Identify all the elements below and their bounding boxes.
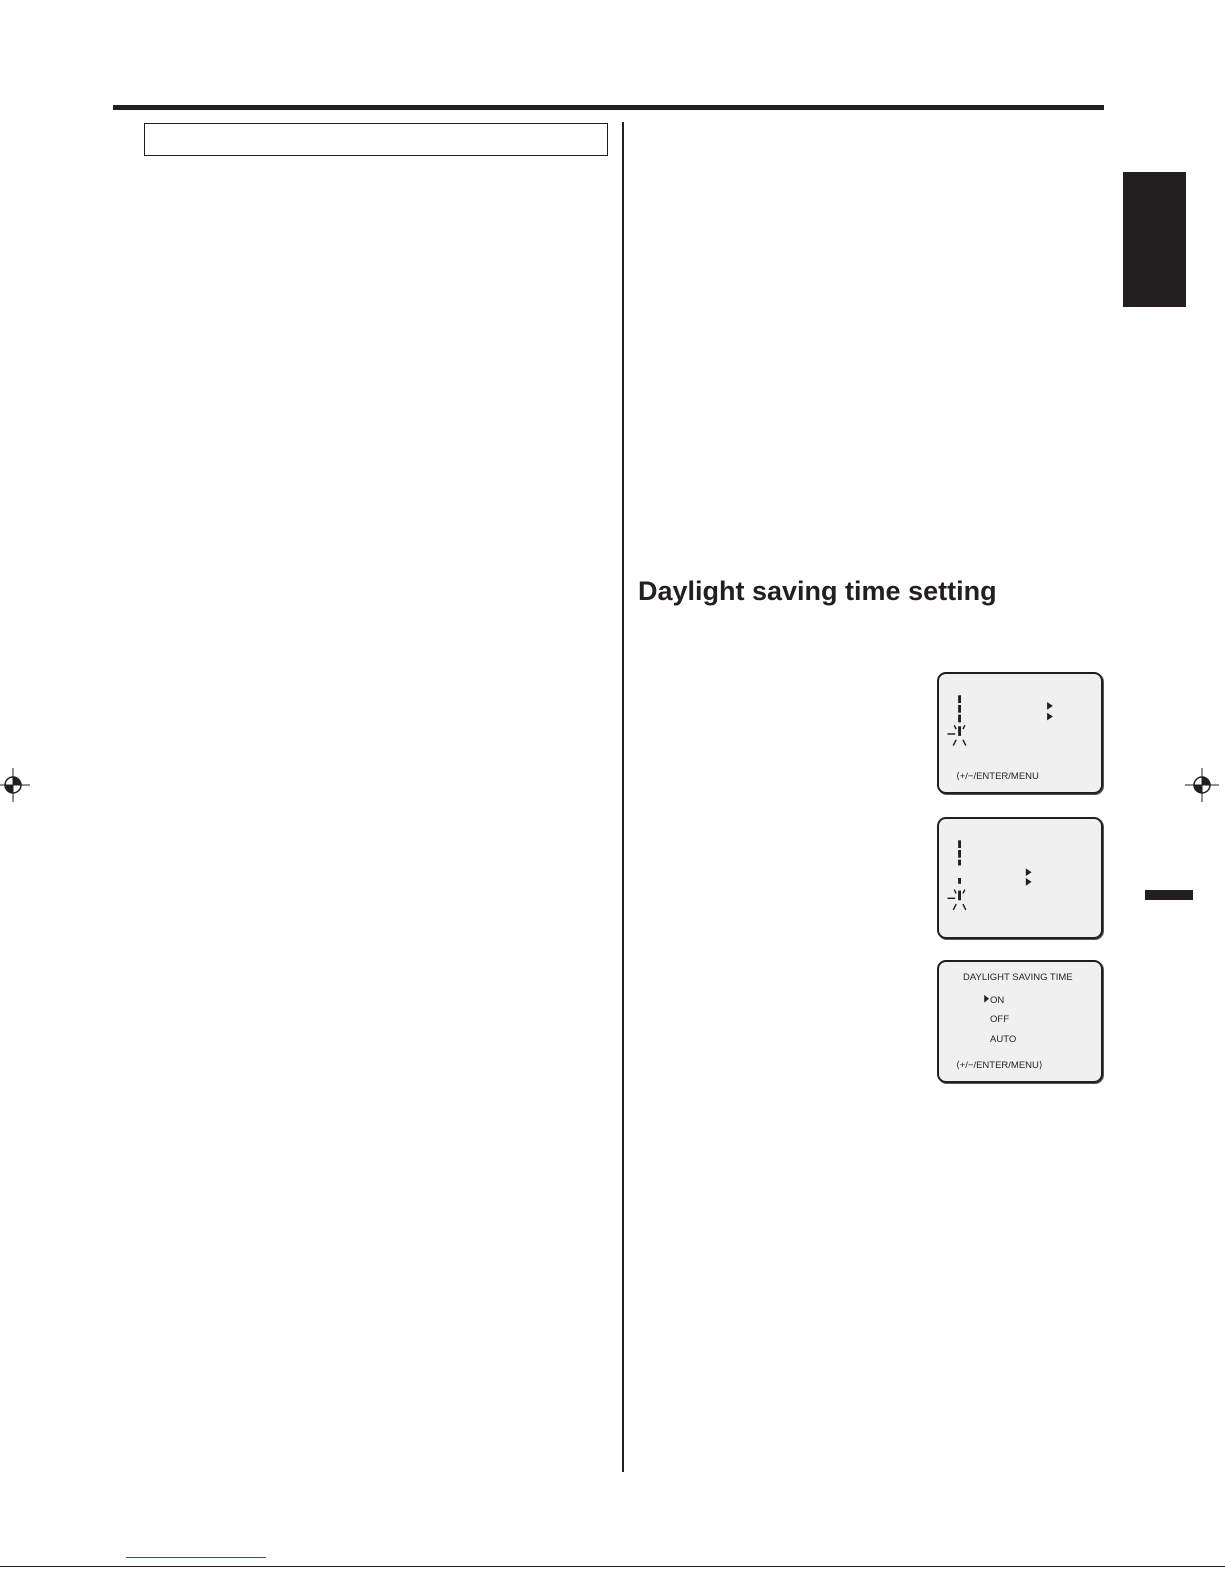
flashing-cursor-icon (947, 890, 965, 910)
selection-arrow-icon (1026, 868, 1032, 876)
osd-screen-2 (937, 817, 1103, 939)
osd-screen-3 (937, 960, 1103, 1083)
column-divider (622, 122, 624, 1472)
osd-screen-1 (937, 672, 1103, 794)
side-bar-marker (1145, 890, 1193, 900)
registration-mark-icon (0, 768, 30, 802)
footer-link-underline[interactable] (126, 1557, 266, 1558)
osd-option-off[interactable]: OFF (990, 1014, 1009, 1025)
selection-arrow-icon (984, 995, 989, 1003)
empty-caption-box (144, 123, 608, 156)
selection-arrow-icon (1047, 713, 1053, 721)
top-rule (113, 105, 1104, 110)
osd-option-auto[interactable]: AUTO (990, 1034, 1017, 1045)
selection-arrow-icon (1047, 702, 1053, 710)
osd-title: DAYLIGHT SAVING TIME (963, 972, 1073, 983)
registration-mark-icon (1185, 768, 1219, 802)
selection-arrow-icon (1026, 878, 1032, 886)
section-heading: Daylight saving time setting (638, 576, 997, 606)
osd-screen-2-graphics (939, 819, 1101, 937)
flashing-cursor-icon (947, 725, 965, 745)
osd-footer: ⟨+/−/ENTER/MENU (956, 771, 1039, 782)
side-tab-marker (1123, 172, 1186, 307)
footer-rule (0, 1566, 1225, 1567)
osd-option-on[interactable]: ON (990, 995, 1005, 1006)
osd-footer: ⟨+/−/ENTER/MENU⟩ (956, 1060, 1043, 1071)
